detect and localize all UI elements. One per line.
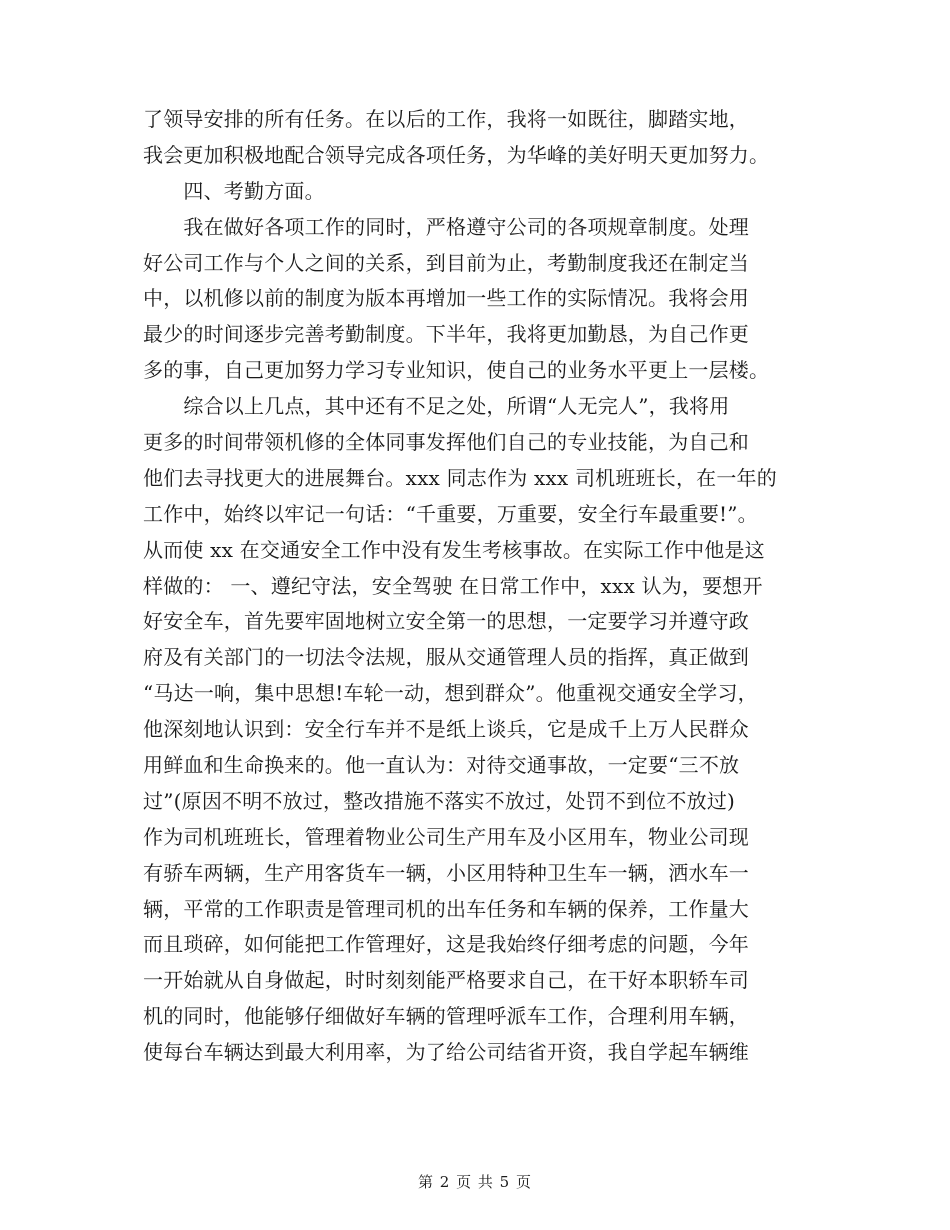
text-line: 作为司机班班长，管理着物业公司生产用车及小区用车，物业公司现 <box>143 824 749 849</box>
page-number-footer: 第 2 页 共 5 页 <box>418 1173 532 1191</box>
section-heading: 四、考勤方面。 <box>143 178 325 203</box>
text-line: 综合以上几点，其中还有不足之处，所谓“人无完人”，我将用 <box>143 394 730 419</box>
text-line: 他们去寻找更大的进展舞台。xxx 同志作为 xxx 司机班班长，在一年的 <box>143 465 777 490</box>
text-line: 了领导安排的所有任务。在以后的工作，我将一如既往，脚踏实地， <box>143 107 749 131</box>
text-line: 用鲜血和生命换来的。他一直认为：对待交通事故，一定要“三不放 <box>143 753 740 778</box>
body-text <box>143 102 823 1071</box>
text-line: 一开始就从自身做起，时时刻刻能严格要求自己，在干好本职轿车司 <box>143 968 749 993</box>
text-line: 使每台车辆达到最大利用率，为了给公司结省开资，我自学起车辆维 <box>143 1040 749 1065</box>
text-line: “马达一响，集中思想!车轮一动，想到群众”。他重视交通安全学习， <box>143 681 758 706</box>
text-line: 机的同时，他能够仔细做好车辆的管理呼派车工作，合理利用车辆， <box>143 1004 749 1029</box>
text-line: 多的事，自己更加努力学习专业知识，使自己的业务水平更上一层楼。 <box>143 358 770 383</box>
text-line: 辆，平常的工作职责是管理司机的出车任务和车辆的保养，工作量大 <box>143 896 749 921</box>
text-line: 府及有关部门的一切法令法规，服从交通管理人员的指挥，真正做到 <box>143 645 749 670</box>
text-line: 更多的时间带领机修的全体同事发挥他们自己的专业技能，为自己和 <box>143 430 749 455</box>
text-line: 有骄车两辆，生产用客货车一辆，小区用特种卫生车一辆，洒水车一 <box>143 860 749 885</box>
text-line: 好安全车，首先要牢固地树立安全第一的思想，一定要学习并遵守政 <box>143 609 749 634</box>
text-line: 过”(原因不明不放过，整改措施不落实不放过，处罚不到位不放过) <box>143 788 736 813</box>
text-line: 而且琐碎，如何能把工作管理好，这是我始终仔细考虑的问题，今年 <box>143 932 749 957</box>
text-line: 我在做好各项工作的同时，严格遵守公司的各项规章制度。处理 <box>143 214 749 239</box>
text-line: 我会更加积极地配合领导完成各项任务，为华峰的美好明天更加努力。 <box>143 142 770 167</box>
text-line: 他深刻地认识到：安全行车并不是纸上谈兵，它是成千上万人民群众 <box>143 717 749 742</box>
text-line: 从而使 xx 在交通安全工作中没有发生考核事故。在实际工作中他是这 <box>143 537 765 562</box>
text-line: 样做的： 一、遵纪守法，安全驾驶 在日常工作中，xxx 认为，要想开 <box>143 573 763 598</box>
text-line: 最少的时间逐步完善考勤制度。下半年，我将更加勤恳，为自己作更 <box>143 322 749 347</box>
text-line: 好公司工作与个人之间的关系，到目前为止，考勤制度我还在制定当 <box>143 250 749 275</box>
text-line: 工作中，始终以牢记一句话：“千重要，万重要，安全行车最重要!”。 <box>143 501 758 526</box>
text-line: 中，以机修以前的制度为版本再增加一些工作的实际情况。我将会用 <box>143 286 749 311</box>
